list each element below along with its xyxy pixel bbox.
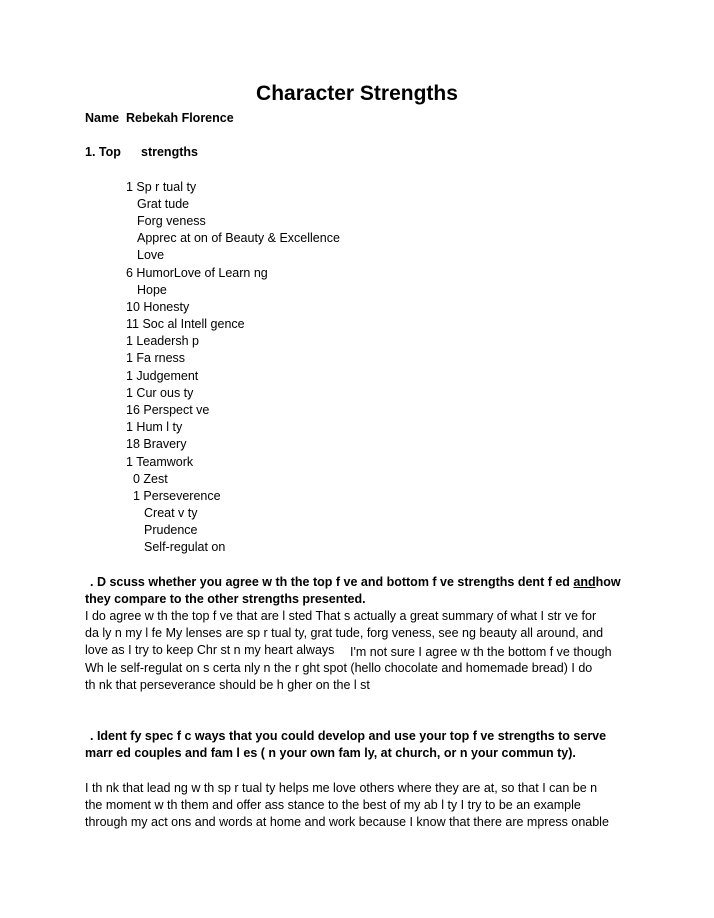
page-title: Character Strengths [256, 82, 458, 105]
section3-body-line: I th nk that lead ng w th sp r tual ty helps me love others where they are at, so that I can be n [85, 781, 598, 795]
strength-item: Forg veness [137, 214, 206, 228]
strength-item: Self-regulat on [144, 540, 226, 554]
section2-heading-line1 [90, 574, 621, 591]
section2-body-line: th nk that perseverance should be h gher on the l st [85, 678, 370, 692]
section1-heading: strengths [141, 145, 198, 159]
strength-item: 6 HumorLove of Learn ng [126, 266, 268, 280]
section2-body-line: I do agree w th the top f ve that are l sted That s actually a great summary of what I str ve for [85, 609, 597, 623]
strength-item: 16 Perspect ve [126, 403, 210, 417]
strength-item: 10 Honesty [126, 300, 190, 314]
strength-item: 1 Perseverence [133, 489, 221, 503]
strength-item: Prudence [144, 523, 198, 537]
strength-item: 0 Zest [133, 472, 168, 486]
strength-item: 1 Teamwork [126, 455, 194, 469]
section3-heading-line2: marr ed couples and fam l es ( n your own fam ly, at church, or n your commun ty). [85, 746, 576, 760]
section3-heading-line1: . Ident fy spec f c ways that you could develop and use your top f ve strengths to serve [90, 729, 607, 743]
strength-item: 1 Leadersh p [126, 334, 199, 348]
section2-body-line: love as I try to keep Chr st n my heart always [85, 643, 335, 657]
name-value: Rebekah Florence [126, 111, 234, 125]
section2-heading-and: and [573, 575, 596, 589]
section2-heading-text: . D scuss whether you agree w th the top f ve and bottom f ve strengths dent f ed [90, 575, 574, 589]
section2-heading-how: how [595, 575, 621, 589]
section2-body-line: Wh le self-regulat on s certa nly n the r ght spot (hello chocolate and homemade bread) I do [85, 661, 593, 675]
section3-body-line: through my act ons and words at home and work because I know that there are mpress onable [85, 815, 609, 829]
strength-item: Hope [137, 283, 167, 297]
section1-number: 1. Top [85, 145, 121, 159]
strength-item: 1 Judgement [126, 369, 199, 383]
strength-item: 1 Fa rness [126, 351, 186, 365]
strength-item: Creat v ty [144, 506, 198, 520]
strength-item: 18 Bravery [126, 437, 187, 451]
section2-body-line: da ly n my l fe My lenses are sp r tual ty, grat tude, forg veness, see ng beauty all around, and [85, 626, 604, 640]
section2-heading-line2: they compare to the other strengths presented. [85, 592, 366, 606]
strength-item: 1 Hum l ty [126, 420, 183, 434]
strength-item: 1 Cur ous ty [126, 386, 194, 400]
strength-item: Love [137, 248, 165, 262]
strength-item: 1 Sp r tual ty [126, 180, 197, 194]
section3-body-line: the moment w th them and offer ass stance to the best of my ab l ty I try to be an example [85, 798, 581, 812]
strength-item: Apprec at on of Beauty & Excellence [137, 231, 340, 245]
section2-body-line-tail: I'm not sure I agree w th the bottom f ve though [350, 645, 612, 659]
strength-item: 11 Soc al Intell gence [126, 317, 245, 331]
strength-item: Grat tude [137, 197, 190, 211]
name-label: Name [85, 111, 120, 125]
